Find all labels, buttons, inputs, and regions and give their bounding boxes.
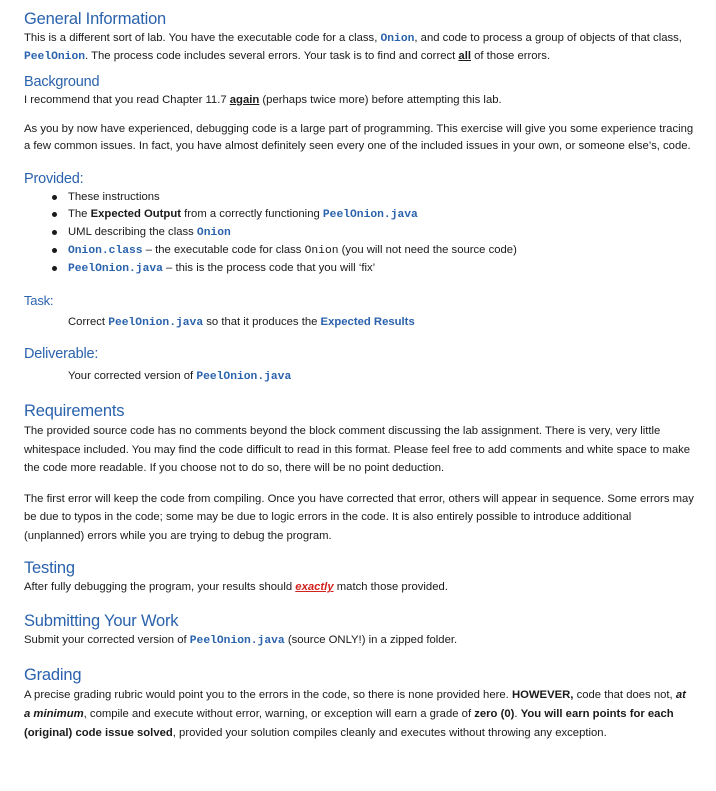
text-run: of those errors.: [470, 50, 551, 62]
background-text-1: [24, 92, 694, 109]
text-run: These instructions: [68, 191, 160, 203]
text-run: (perhaps twice more) before attempting this lab.: [259, 94, 502, 106]
code-onion: Onion: [196, 227, 231, 239]
submitting-text: [24, 632, 694, 650]
code-peelonion-java: PeelOnion.java: [108, 317, 204, 329]
background-text-2: As you by now have experienced, debugging code is a large part of programming. This exercise will give you some experience tracing a few common issues. In fact, you have almost definitely seen every one of the included issues in your own, or someone else’s, code.: [24, 123, 694, 152]
text-run: I recommend that you read Chapter 11.7: [24, 94, 230, 106]
text-run: Submit your corrected version of: [24, 634, 190, 646]
text-run: match those provided.: [333, 581, 448, 593]
list-item: [52, 206, 694, 224]
text-run: Correct: [68, 316, 109, 328]
text-run: , provided your solution compiles cleanly and executes without throwing any exception.: [172, 727, 607, 739]
bold-however: HOWEVER,: [511, 689, 574, 701]
emphasis-again: again: [229, 94, 260, 106]
provided-heading: Provided:: [24, 171, 84, 187]
emphasis-exactly: exactly: [295, 581, 334, 593]
text-run: (source ONLY!) in a zipped folder.: [284, 634, 458, 646]
list-item: [52, 260, 694, 278]
code-peelonion-java: PeelOnion.java: [68, 263, 163, 275]
code-peelonion-java: PeelOnion.java: [189, 635, 285, 647]
text-run: code that does not,: [573, 689, 676, 701]
code-onion: Onion: [380, 33, 415, 45]
text-run: so that it produces the: [203, 316, 321, 328]
code-onion-class: Onion.class: [68, 245, 143, 257]
list-item: [52, 224, 694, 242]
text-run: , compile and execute without error, warning, or exception will earn a grade of: [83, 708, 475, 720]
background-heading: Background: [24, 74, 100, 90]
text-run: . The process code includes several errors. Your task is to find and correct: [85, 50, 459, 62]
code-peelonion-java: PeelOnion.java: [196, 371, 292, 383]
text-run: – this is the process code that you will ‘fix’: [162, 262, 376, 274]
testing-heading: Testing: [24, 559, 75, 577]
text-run: (you will not need the source code): [338, 244, 517, 256]
deliverable-text: [24, 368, 694, 386]
submitting-heading: Submitting Your Work: [24, 612, 179, 630]
deliverable-heading: Deliverable:: [24, 346, 99, 362]
text-run: This is a different sort of lab. You have the executable code for a class,: [24, 32, 381, 44]
code-onion-plain: Onion: [304, 245, 339, 257]
list-item: [52, 242, 694, 260]
text-run: UML describing the class: [68, 226, 197, 238]
list-item: [52, 189, 694, 206]
text-run: After fully debugging the program, your results should: [24, 581, 296, 593]
bold-expected-results: Expected Results: [320, 316, 415, 328]
text-run: from a correctly functioning: [181, 208, 323, 220]
grading-text: [24, 686, 694, 743]
task-heading: Task:: [24, 293, 54, 308]
document-page: [24, 8, 694, 743]
testing-text: [24, 579, 694, 596]
code-peelonion-java: PeelOnion.java: [322, 209, 418, 221]
emphasis-at-a-minimum: at a minimum: [24, 689, 686, 720]
code-peelonion: PeelOnion: [24, 51, 86, 63]
text-run: A precise grading rubric would point you to the errors in the code, so there is none provided here.: [24, 689, 512, 701]
bold-zero: zero (0): [474, 708, 515, 720]
requirements-text-1: The provided source code has no comments beyond the block comment discussing the lab assignment. There is very, very little whitespace included. You may find the code difficult to read in this format. Please feel free to add comments and white space to make the code more readable. If you choose not to do so, there will be no point deduction.: [24, 425, 691, 474]
requirements-heading: Requirements: [24, 402, 125, 420]
bold-expected-output: Expected Output: [90, 208, 181, 220]
text-run: The: [68, 208, 91, 220]
text-run: Your corrected version of: [68, 370, 197, 382]
text-run: – the executable code for class: [142, 244, 305, 256]
grading-heading: Grading: [24, 666, 82, 684]
general-information-text: [24, 30, 694, 66]
task-text: [24, 314, 694, 332]
provided-list: [24, 189, 694, 278]
text-run: .: [514, 708, 521, 720]
bold-earn-points: You will earn points for each (original) code issue solved: [24, 708, 674, 739]
general-information-heading: General Information: [24, 10, 167, 28]
emphasis-all: all: [458, 50, 471, 62]
text-run: , and code to process a group of objects of that class,: [414, 32, 682, 44]
requirements-text-2: The first error will keep the code from compiling. Once you have corrected that error, others will appear in sequence. Some errors may be due to typos in the code; some may be due to logic errors in the code. It is also entirely possible to introduce additional (unplanned) errors while you are trying to debug the program.: [24, 492, 694, 542]
